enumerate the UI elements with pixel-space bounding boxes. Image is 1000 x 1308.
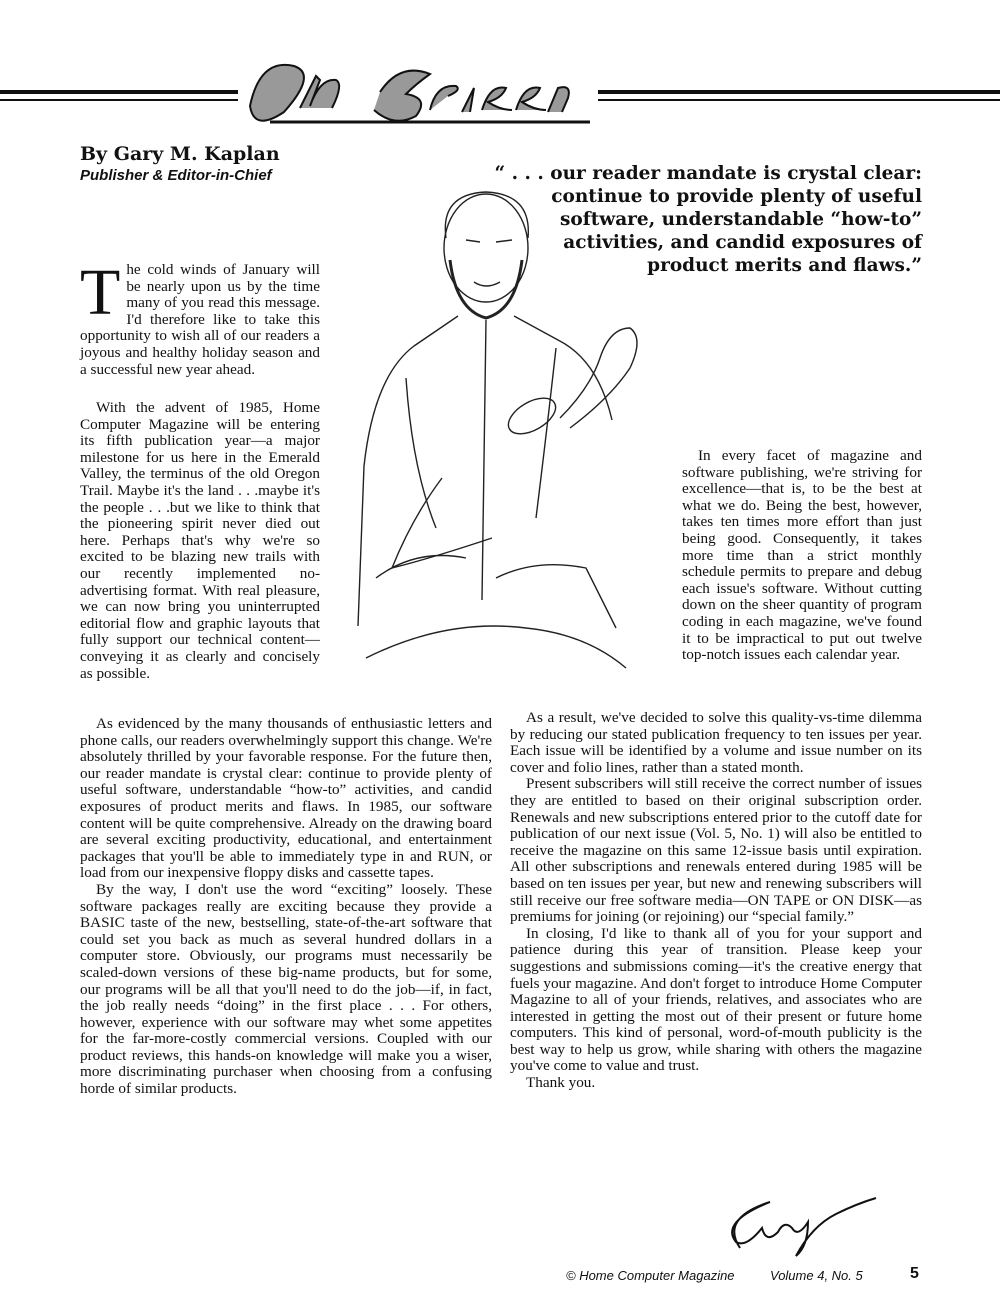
right-column-upper [682, 448, 922, 666]
right-paragraph-5: Thank you. [526, 1074, 596, 1092]
footer-copyright: © Home Computer Magazine [566, 1268, 735, 1283]
right-paragraph-3: Present subscribers will still receive the correct number of issues they are entitled to based on their original subscription order. Renewals and new subscriptions entered prior to the cutoff date for publication of our next issue (Vol. 5, No. 1) will also be entitled to receive the magazine on this same 12-issue basis until expiration. All other subscriptions and renewals entered during 1985 will be based on ten issues per year, but new and renewing subscribers will still receive our free software media—ON TAPE or ON DISK—as premiums for joining (or rejoining) our “special family.” [510, 775, 922, 926]
left-column-continued [80, 399, 320, 682]
pull-quote: “ . . . our reader mandate is crystal clear: continue to provide plenty of useful software, understandable “how-to” activities, and candid exposures of product merits and flaws.” [494, 163, 922, 276]
left-column [80, 256, 320, 378]
author-name: By Gary M. Kaplan [80, 143, 280, 165]
right-paragraph-2: As a result, we've decided to solve this quality-vs-time dilemma by reducing our stated publication frequency to ten issues per year. Each issue will be identified by a volume and issue number on its cover and folio lines, rather than a stated month. [510, 709, 922, 776]
paragraph-1 [80, 256, 320, 378]
paragraph-3: As evidenced by the many thousands of enthusiastic letters and phone calls, our readers overwhelmingly support this change. We're absolutely thrilled by your favorable response. For the future then, our reader mandate is crystal clear: continue to provide plenty of useful software, understandable “how-to” activities, and candid exposures of product merits and flaws. In 1985, our software content will be quite comprehensive. Already on the drawing board are several exciting productivity, educational, and entertainment packages that you'll be able to immediately type in and RUN, or load from our inexpensive floppy disks and cassette tapes. [80, 715, 492, 882]
footer-volume: Volume 4, No. 5 [770, 1268, 863, 1283]
paragraph-1-text: he cold winds of January will be nearly upon us by the time many of you read this message. I'd therefore like to take this opportunity to wish all of our readers a joyous and healthy holiday season and a successful new year ahead. [80, 261, 320, 378]
byline [80, 142, 280, 186]
right-paragraph-4: In closing, I'd like to thank all of you for your support and patience during this year of transition. Please keep your suggestions and submissions coming—it's the creative energy that fuels your magazine. And don't forget to introduce Home Computer Magazine to all of your friends, relatives, and associates who are interested in getting the most out of their present or future home computers. This kind of personal, word-of-mouth publicity is the best way to help us grow, while sharing with others the magazine you've come to value and trust. [510, 924, 922, 1075]
paragraph-4: By the way, I don't use the word “exciting” loosely. These software packages really are exciting because they provide a BASIC taste of the new, bestselling, state-of-the-art software that could set you back as much as several hundred dollars in a computer store. Obviously, our programs must necessarily be scaled-down versions of these big-name products, but for some, our programs will be all that you'll need to do the job—if, in fact, the job really needs “doing” in the first place . . . For others, however, experience with our software may whet some appetites for the far-more-costly commercial versions. Coupled with our product reviews, this hands-on knowledge will make you a wiser, more discriminating purchaser when choosing from a confusing horde of similar products. [80, 880, 492, 1098]
page-number: 5 [910, 1265, 919, 1282]
signature [700, 1188, 900, 1258]
paragraph-2: With the advent of 1985, Home Computer Magazine will be entering its fifth publication year—a major milestone for us here in the Emerald Valley, the terminus of the old Oregon Trail. Maybe it's the land . . .maybe it's the people . . .but we like to think that the pioneering spirit never died out here. Perhaps that's why we're so excited to be blazing new trails with our recently implemented no-advertising format. With real pleasure, we can now bring you uninterrupted editorial flow and graphic layouts that fully support our technical content—conveying it as clearly and concisely as possible. [80, 399, 320, 682]
portrait-illustration [346, 178, 672, 678]
author-title: Publisher & Editor-in-Chief [80, 167, 272, 184]
right-paragraph-1: In every facet of magazine and software publishing, we're striving for excellence—that is, to be the best at what we do. Being the best, however, takes ten times more effort than just being good. Consequently, it takes more time than a strict monthly schedule permits to prepare and debug each issue's software. Without cutting down on the sheer quantity of program coding in each magazine, we've found it to be impractical to put out twelve top-notch issues each calendar year. [682, 447, 922, 664]
drop-cap: T [80, 256, 121, 329]
masthead-logo [230, 28, 610, 128]
left-column-lower [80, 716, 492, 1098]
right-column-lower [510, 710, 922, 1092]
